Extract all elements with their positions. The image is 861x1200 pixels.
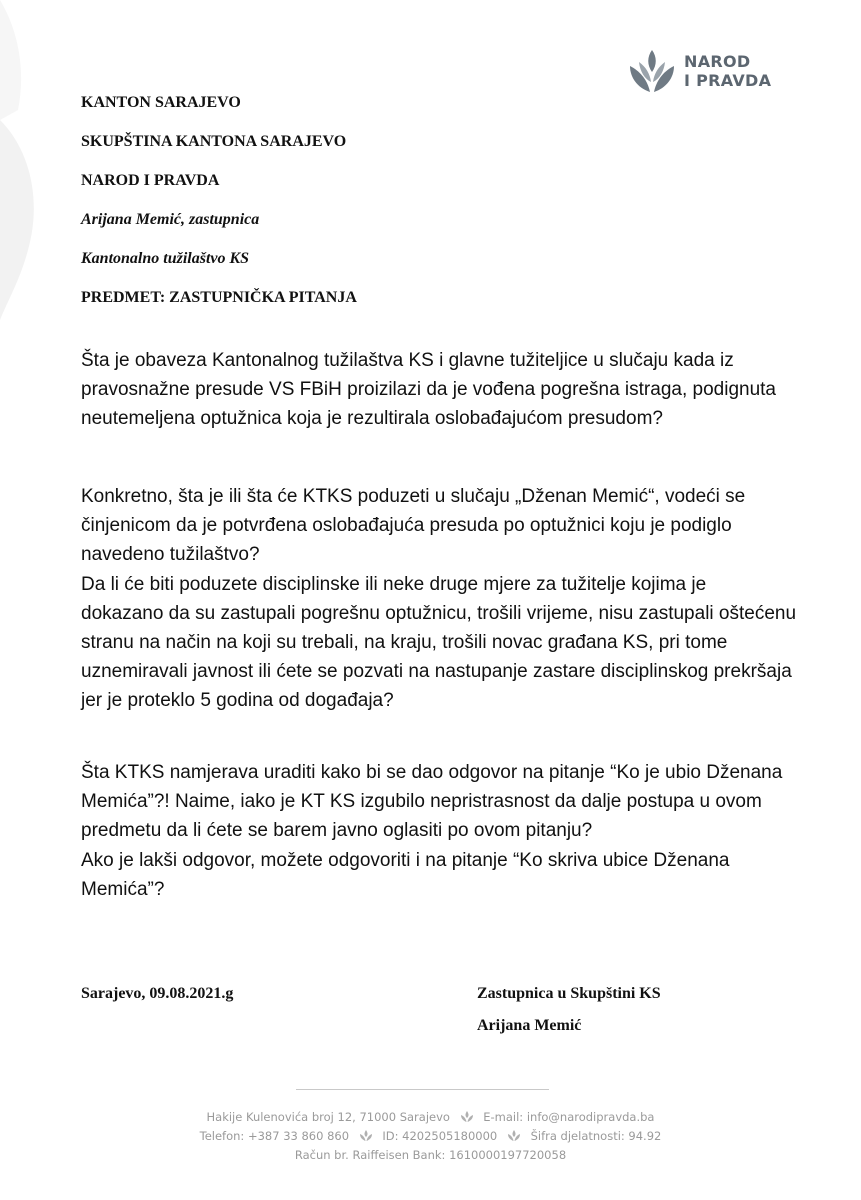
paragraph-1 — [81, 346, 781, 433]
paragraph-line: Memića”?! Naime, iako je KT KS izgubilo nepristrasnost da dalje postupa u ovom — [81, 791, 762, 812]
footer-email: E-mail: info@narodipravda.ba — [483, 1110, 655, 1124]
paragraph-line: Da li će biti poduzete disciplinske ili neke druge mjere za tužitelje kojima je — [81, 574, 707, 595]
footer-bank-account: Račun br. Raiffeisen Bank: 1610000197720058 — [294, 1148, 567, 1162]
signature-name: Arijana Memić — [477, 1017, 582, 1034]
footer-id: ID: 4202505180000 — [382, 1129, 498, 1143]
watermark-wave — [0, 0, 60, 330]
paragraph-line: navedeno tužilaštvo? — [81, 544, 260, 565]
footer-address: Hakije Kulenovića broj 12, 71000 Sarajevo — [206, 1110, 450, 1124]
leaf-logo-icon — [626, 48, 678, 94]
header-recipient: Kantonalno tužilaštvo KS — [81, 250, 250, 267]
paragraph-line: Šta KTKS namjerava uraditi kako bi se dao odgovor na pitanje “Ko je ubio Dženana — [81, 762, 783, 783]
footer-line-3 — [0, 1148, 861, 1162]
paragraph-5 — [81, 846, 781, 904]
paragraph-line: Šta je obaveza Kantonalnog tužilaštva KS i glavne tužiteljice u slučaju kada iz — [81, 350, 734, 371]
footer-divider — [296, 1089, 549, 1090]
party-logo — [626, 46, 786, 96]
footer-line-2 — [0, 1129, 861, 1143]
header-party: NAROD I PRAVDA — [81, 172, 220, 189]
paragraph-line: dokazano da su zastupali pogrešnu optužnicu, trošili vrijeme, nisu zastupali oštećenu — [81, 603, 797, 624]
paragraph-line: Ako je lakši odgovor, možete odgovoriti i na pitanje “Ko skriva ubice Dženana — [81, 850, 730, 871]
paragraph-3 — [81, 570, 797, 715]
signature-role: Zastupnica u Skupštini KS — [477, 985, 661, 1002]
paragraph-line: neutemeljena optužnica koja je rezultirala oslobađajućom presudom? — [81, 408, 663, 429]
header-representative: Arijana Memić, zastupnica — [81, 211, 260, 228]
paragraph-line: pravosnažne presude VS FBiH proizilazi da je vođena pogrešna istraga, podignuta — [81, 379, 776, 400]
header-assembly: SKUPŠTINA KANTONA SARAJEVO — [81, 133, 347, 150]
paragraph-line: Konkretno, šta je ili šta će KTKS poduzeti u slučaju „Dženan Memić“, vodeći se — [81, 486, 746, 507]
logo-text-line1: NAROD — [684, 52, 751, 71]
leaf-separator-icon — [359, 1130, 373, 1141]
leaf-separator-icon — [507, 1130, 521, 1141]
paragraph-line: stranu na način na koji su trebali, na kraju, trošili novac građana KS, pri tome — [81, 632, 728, 653]
paragraph-line: činjenicom da je potvrđena oslobađajuća presuda po optužnici koju je podiglo — [81, 515, 732, 536]
paragraph-line: predmetu da li ćete se barem javno oglasiti po ovom pitanju? — [81, 820, 593, 841]
footer-line-1 — [0, 1110, 861, 1124]
header-canton: KANTON SARAJEVO — [81, 94, 241, 111]
leaf-separator-icon — [460, 1111, 474, 1122]
paragraph-line: jer je proteklo 5 godina od događaja? — [81, 690, 394, 711]
paragraph-line: uznemiravali javnost ili ćete se pozvati na nastupanje zastare disciplinskog prekršaja — [81, 661, 792, 682]
paragraph-2 — [81, 482, 781, 569]
footer-activity-code: Šifra djelatnosti: 94.92 — [530, 1129, 662, 1143]
paragraph-4 — [81, 758, 781, 845]
header-subject: PREDMET: ZASTUPNIČKA PITANJA — [81, 289, 357, 306]
footer-phone: Telefon: +387 33 860 860 — [199, 1129, 350, 1143]
paragraph-line: Memića”? — [81, 879, 165, 900]
logo-text-line2: I PRAVDA — [684, 71, 772, 90]
place-and-date: Sarajevo, 09.08.2021.g — [81, 985, 234, 1002]
